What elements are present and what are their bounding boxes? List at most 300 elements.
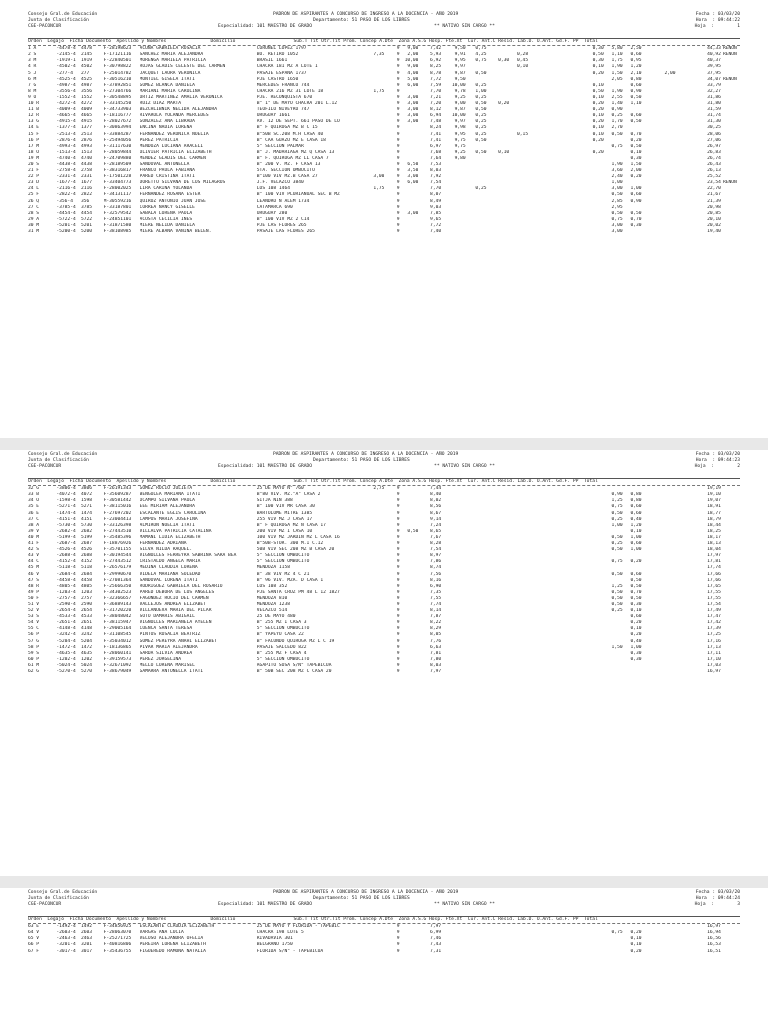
cell-domicilio: B° 1° DE MAYO CHACRA 201 L.12: [256, 101, 337, 107]
cell-documento: F-35436755: [103, 948, 132, 954]
cell-legajo: -5271-4: [56, 504, 76, 510]
cell-documento: F-34856925: [103, 924, 132, 930]
cell-total: 21,67: [707, 192, 721, 198]
cell-residencia: 0,50: [611, 131, 623, 137]
cell-legajo: -1203-4: [56, 589, 76, 595]
cell-domicilio: FLORIDA S/N° - TAPEBICUA: [256, 948, 324, 954]
cell-antig-cargo: 0,10: [592, 113, 604, 119]
cell-otros-titulos: 9,00: [407, 64, 419, 70]
cell-residencia: 1,70: [611, 119, 623, 125]
cell-total: 27,06: [707, 137, 721, 143]
cell-antig-docente: 0,25: [475, 82, 487, 88]
cell-promedio: 8,22: [430, 620, 442, 626]
cell-domicilio: B° 100 VIV MR CASA 30: [256, 504, 315, 510]
cell-lab: 0,40: [630, 516, 642, 522]
cell-domicilio: B° F QUIROGA MZ B C 15: [256, 125, 318, 131]
cell-domicilio: B° 100 VIV MZ 2 C14: [256, 216, 310, 222]
cell-total: 17,49: [707, 608, 721, 614]
cell-legajo: -2513-4: [56, 131, 76, 137]
cell-promedio: 7,21: [430, 94, 442, 100]
cell-nombre: MAMANI LIDIA ELIZABETH: [139, 534, 201, 540]
cell-promedio: 7,72: [430, 76, 442, 82]
sheet-label: Hoja :: [694, 464, 714, 470]
cell-nombre: PIVAR MARIA ALEJANDRA: [139, 644, 198, 650]
cell-total: 18,13: [707, 541, 721, 547]
cell-renuncia: RENUN: [722, 46, 737, 52]
cell-legajo: -1598-4: [56, 498, 76, 504]
cell-promedio: 8,78: [430, 70, 442, 76]
cell-promedio: 8,74: [430, 565, 442, 571]
cell-promedio: 7,67: [430, 534, 442, 540]
cell-ficha: 5024: [80, 662, 93, 668]
specialty-label: Especialidad: 101 MAESTRO DE GRADO: [218, 24, 313, 30]
cell-promedio: 7,76: [430, 638, 442, 644]
cell-domicilio: B° CAA GUAZU MZ E CASA 18: [256, 137, 326, 143]
cell-lab: 1,00: [630, 186, 642, 192]
cell-promedio: 7,41: [430, 137, 442, 143]
cell-legajo: -1472-4: [56, 644, 76, 650]
cell-ficha: 2822: [80, 192, 93, 198]
org-board: Junta de Clasificación: [28, 896, 89, 902]
cell-renuncia: RENUN: [722, 52, 737, 58]
cell-orden: 67 F: [28, 948, 40, 954]
cell-domicilio: B° 100 VIV PLURIANUAL SEC B MZ: [256, 192, 340, 198]
cell-subtotal: 1,75: [373, 186, 385, 192]
time-label: Hora : 09:44:22: [695, 18, 740, 24]
cell-orden: 64 V: [28, 930, 40, 936]
cell-concepto: 9,87: [454, 107, 466, 113]
cell-asg: [509, 669, 528, 675]
cell-legajo: -3556-4: [56, 88, 76, 94]
cell-promedio: 7,54: [430, 180, 442, 186]
cell-domicilio: B°80 VIV. MZ."A" CASA 2: [256, 492, 321, 498]
cell-titulo: 9: [396, 608, 400, 614]
cell-documento: F-35701155: [103, 547, 132, 553]
cell-total: 40,37: [707, 58, 721, 64]
native-label: ** NATIVO SIN CARGO **: [434, 24, 495, 30]
cell-legajo: -5200-4: [56, 229, 76, 234]
cell-lab: 0,20: [630, 559, 642, 565]
cell-residencia: 5,80: [611, 46, 623, 52]
cell-hospital: [528, 669, 547, 675]
cell-antig-docente: 0,25: [475, 125, 487, 131]
cell-ficha: 4526: [80, 547, 93, 553]
cell-residencia: 0,75: [611, 930, 623, 936]
cell-total: 19,19: [707, 486, 721, 492]
cell-residencia: 0,75: [611, 143, 623, 149]
cell-nombre: GAMARRA ANTONELLA ITATI: [139, 669, 204, 674]
cell-promedio: 7,53: [430, 161, 442, 167]
cell-documento: F-39159573: [103, 656, 132, 662]
cell-renuncia: RENUN: [722, 76, 737, 82]
cell-domicilio: B° 255 MZ I CASA 3: [256, 620, 307, 626]
cell-nombre: PEREZ PATRICIA: [139, 137, 179, 143]
cell-promedio: 6,92: [430, 58, 442, 64]
cell-pp: [676, 229, 685, 235]
cell-total: 17,54: [707, 601, 721, 607]
cell-documento: F-25271725: [103, 936, 132, 942]
cell-total: 26,74: [707, 155, 721, 161]
cell-documento: F-38115016: [103, 504, 132, 510]
cell-titulo: 9: [396, 64, 400, 70]
cell-titulo: 9: [396, 595, 400, 601]
cell-orden: 41 F: [28, 541, 40, 547]
cell-legajo: -4478-4: [56, 46, 76, 52]
cell-legajo: -2654-4: [56, 608, 76, 614]
cell-titulo: 9: [396, 88, 400, 94]
cell-legajo: -4915-4: [56, 119, 76, 125]
cell-documento: F-22840501: [103, 58, 132, 64]
cell-otros-titulos: [400, 229, 419, 235]
cell-legajo: -2651-4: [56, 620, 76, 626]
cell-antig-cargo: 0,30: [592, 58, 604, 64]
cell-nombre: CORREA NANCY GISELLE: [139, 204, 195, 210]
cell-concepto: [441, 669, 466, 675]
cell-nombre: SANDOVAL ANTONELLA: [139, 161, 190, 167]
cell-documento: F-30516210: [103, 76, 132, 82]
cell-antig-cargo: 0,20: [592, 107, 604, 113]
cell-ficha: 4151: [80, 516, 93, 522]
cell-titulo: 9: [396, 101, 400, 107]
cell-residencia: 0,90: [611, 107, 623, 113]
cell-residencia: 0,75: [611, 216, 623, 222]
cell-hospital: [528, 949, 547, 955]
cell-titulo: 9: [396, 174, 400, 180]
cell-lab: 0,20: [630, 930, 642, 936]
cell-orden: 48 R: [28, 583, 40, 589]
cell-orden: 20 S: [28, 161, 40, 167]
cell-lab: 0,60: [630, 510, 642, 516]
page-gap: [0, 876, 768, 888]
cell-titulo: 9: [396, 137, 400, 143]
table-row: [28, 949, 740, 955]
cell-subtotal: 1,75: [373, 88, 385, 94]
cell-domicilio: BO. RETIRO 1052: [256, 52, 299, 58]
cell-orden: 40 M: [28, 534, 40, 540]
cell-domicilio: RIVADAVIA 301: [256, 936, 293, 942]
cell-gd-f: [660, 949, 675, 955]
cell-total: 21,39: [707, 198, 721, 204]
cell-ficha: 2463: [80, 936, 93, 942]
sheet-number: 2: [737, 464, 740, 470]
cell-lab: 0,60: [630, 541, 642, 547]
cell-domicilio: AGAPITO SOSA S/N° TAPEBICUA: [256, 662, 332, 668]
cell-promedio: 8,07: [430, 192, 442, 198]
cell-orden: 62 G: [28, 669, 40, 674]
org-board: Junta de Clasificación: [28, 18, 89, 24]
cell-lab: 0,90: [630, 198, 642, 204]
cell-legajo: -2687-4: [56, 541, 76, 547]
cell-concepto: 9,50: [454, 76, 466, 82]
cell-lab: 0,50: [630, 577, 642, 583]
cell-subtotal: [362, 229, 385, 235]
cell-orden: 30 M: [28, 222, 40, 228]
cell-lab: 0,50: [630, 583, 642, 589]
cell-promedio: 8,49: [430, 198, 442, 204]
cell-ficha: 1919: [80, 58, 93, 64]
cell-documento: F-27443510: [103, 528, 132, 534]
cell-titulo: 9: [396, 198, 400, 204]
cell-domicilio: BELGRANO 1750: [256, 942, 293, 948]
cell-lab: 0,10: [630, 528, 642, 534]
cell-total: 26,43: [707, 161, 721, 167]
cell-otros-titulos: 2,00: [407, 52, 419, 58]
cell-ficha: 1202: [80, 656, 93, 662]
cell-domicilio: PJE CASTRO 1650: [256, 76, 299, 82]
cell-gd-f: 2,00: [664, 70, 676, 76]
cell-hospital: [528, 229, 547, 235]
cell-ficha: 5118: [80, 565, 93, 571]
meta-block: [695, 12, 740, 30]
cell-lab: 1,20: [630, 522, 642, 528]
cell-total: 30,25: [707, 125, 721, 131]
page-header: [28, 12, 740, 38]
cell-antig-cargo: 0,20: [592, 119, 604, 125]
cell-legajo: -4525-4: [56, 76, 76, 82]
cell-lab: 0,60: [630, 113, 642, 119]
cell-promedio: 8,03: [430, 662, 442, 668]
cell-documento: F-30581442: [103, 498, 132, 504]
cell-titulo: 9: [396, 565, 400, 571]
cell-asg: [509, 949, 528, 955]
department-label: Departamento: 51 PASO DE LOS LIBRES: [313, 458, 410, 464]
cell-titulo: 9: [396, 553, 400, 559]
cell-ficha: 3785: [80, 204, 93, 210]
cell-documento: F-31720220: [103, 608, 132, 614]
cell-residencia: 2,40: [611, 174, 623, 180]
cell-otros-titulos: 3,00: [407, 113, 419, 119]
cell-zona: 0,20: [498, 101, 510, 107]
cell-orden: 53 S: [28, 614, 40, 620]
cell-total: 17,11: [707, 650, 721, 656]
cell-frontera: [547, 669, 566, 675]
cell-lab: 2,00: [630, 168, 642, 174]
cell-antig-cargo: 0,10: [592, 82, 604, 88]
cell-domicilio: PJE LAS FLORES 265: [256, 222, 307, 228]
cell-orden: 9 O: [28, 94, 37, 100]
cell-concepto: 9,97: [454, 119, 466, 125]
cell-otros-titulos: 10,00: [404, 58, 419, 64]
cell-promedio: 8,56: [430, 504, 442, 510]
cell-nombre: RODRIGUEZ GABRIELA DEL ROSARIO: [139, 583, 223, 589]
cell-legajo: -4993-4: [56, 143, 76, 149]
cell-domicilio: PASAJE LAS FLORES 265: [256, 229, 315, 234]
cell-nombre: VELOSO ALEJANDRA OFELIA: [139, 936, 204, 942]
cell-residencia: 1,50: [611, 644, 623, 650]
cell-legajo: -4987-4: [56, 82, 76, 88]
cell-antig-docente: 0,50: [475, 70, 487, 76]
cell-orden: 49 P: [28, 589, 40, 595]
cell-nombre: MELLO LORENA MARISEL: [139, 662, 195, 668]
cell-domicilio: URUGUAY 280: [256, 210, 288, 216]
cell-legajo: -1492-4: [56, 924, 76, 930]
cell-ficha: 3242: [80, 632, 93, 638]
cell-otros-titulos: 3,00: [407, 210, 419, 216]
cell-orden: 35 E: [28, 504, 40, 510]
cell-antig-docente: 0,50: [475, 149, 487, 155]
cell-antig-cargo: [585, 949, 604, 955]
cell-otros-titulos: 3,00: [407, 174, 419, 180]
cell-total: 17,10: [707, 656, 721, 662]
cell-documento: F-38679049: [103, 669, 132, 674]
cell-ficha: 1474: [80, 510, 93, 516]
cell-titulo: 9: [396, 107, 400, 113]
cell-legajo: -4502-4: [56, 64, 76, 70]
cell-domicilio: B° J. MADARIAGA MZ Q CASA 13: [256, 149, 335, 155]
cell-titulo: 9: [396, 614, 400, 620]
rows-page-2: [28, 486, 740, 675]
cell-titulo: 9: [396, 192, 400, 198]
cell-legajo: -4458-4: [56, 577, 76, 583]
cell-lab: 0,30: [630, 155, 642, 161]
cell-residencia: 0,50: [611, 547, 623, 553]
cell-orden: 47 S: [28, 577, 40, 583]
cell-orden: 23 D: [28, 180, 40, 186]
cell-residencia: 0,75: [611, 504, 623, 510]
cell-zona: [487, 229, 510, 235]
cell-orden: 10 R: [28, 101, 40, 107]
cell-ficha: 5201: [80, 222, 93, 228]
cell-residencia: 0,25: [611, 541, 623, 547]
cell-ficha: 1492: [80, 924, 93, 930]
cell-total: 22,70: [707, 186, 721, 192]
cell-residencia: 1,50: [611, 70, 623, 76]
cell-total: 33,79: [707, 82, 721, 88]
cell-legajo: -4009-4: [56, 107, 76, 113]
cell-documento: F-34302523: [103, 589, 132, 595]
cell-nombre: RUIZ DIAZ MARTA: [139, 101, 182, 107]
cell-legajo: -5204-4: [56, 638, 76, 644]
cell-nombre: VIGNOLLES MARIANELA AYELEN: [139, 620, 212, 626]
cell-legajo: -4152-4: [56, 559, 76, 565]
cell-orden: 58 P: [28, 644, 40, 650]
cell-legajo: -4072-4: [56, 492, 76, 498]
cell-concepto: 9,97: [454, 64, 466, 70]
cell-domicilio: B° YAPEYU CASA 22: [256, 632, 304, 638]
cell-residencia: 0,25: [611, 608, 623, 614]
cell-domicilio: BARTOLOME MITRE 1385: [256, 510, 313, 516]
org-board: Junta de Clasificación: [28, 458, 89, 464]
cell-residencia: 0,50: [611, 571, 623, 577]
cell-residencia: 1,90: [611, 161, 623, 167]
cell-domicilio: B°50B-STOR. 300 M.I C.12: [256, 541, 324, 547]
cell-ficha: 4525: [80, 76, 93, 82]
cell-titulo: 9: [396, 516, 400, 522]
cell-titulo: 9: [396, 204, 400, 210]
cell-ficha: 4805: [80, 583, 93, 589]
cell-total: 17,13: [707, 644, 721, 650]
cell-legajo: -5118-4: [56, 565, 76, 571]
cell-promedio: 7,81: [430, 650, 442, 656]
cell-lab: 0,60: [630, 52, 642, 58]
cell-promedio: 7,24: [430, 522, 442, 528]
cell-antig-cargo: 0,30: [592, 46, 604, 52]
cell-total: 34,07: [707, 76, 721, 82]
cell-documento: F-28189509: [103, 161, 132, 167]
cell-asg: 0,45: [517, 58, 529, 64]
cell-legajo: -2603-4: [56, 930, 76, 936]
cell-ficha: 1203: [80, 589, 93, 595]
cell-legajo: -1202-4: [56, 656, 76, 662]
cell-titulo: 9: [396, 76, 400, 82]
cell-ficha: 4502: [80, 64, 93, 70]
cell-titulo: 9: [396, 662, 400, 668]
cell-promedio: 8,02: [430, 498, 442, 504]
cell-gd-f: [660, 229, 675, 235]
cell-titulo: 9: [396, 216, 400, 222]
cell-titulo: 9: [396, 46, 400, 52]
cell-titulo: 9: [396, 492, 400, 498]
cell-concepto: 9,25: [454, 149, 466, 155]
report-title: PADRON DE ASPIRANTES A CONCURSO DE INGRESO A LA DOCENCIA - AÑO 2019: [273, 12, 459, 17]
cell-total: 17,39: [707, 626, 721, 632]
cell-domicilio: B° F. QUIROGA MZ LL CASA 7: [256, 155, 329, 161]
cell-nombre: EEE MIRIAM ALEJANDRA: [139, 504, 195, 510]
cell-residencia: [604, 949, 623, 955]
cell-promedio: 7,35: [430, 589, 442, 595]
cell-residencia: 0,50: [611, 192, 623, 198]
cell-ficha: 4438: [80, 161, 93, 167]
cell-nombre: ACUÑA GABRIELA ROSALIA: [139, 46, 201, 52]
cell-titulo: 9: [396, 155, 400, 161]
cell-nombre: MONTIEL GISELA ITATI: [139, 76, 195, 82]
cell-legajo: -277-4: [56, 70, 73, 76]
cell-ficha: 1598: [80, 498, 93, 504]
cell-titulo: 9: [396, 58, 400, 64]
cell-promedio: 8,25: [430, 64, 442, 70]
cell-legajo: -4272-4: [56, 101, 76, 107]
cell-orden: 2 S: [28, 52, 37, 58]
cell-nombre: GONZALEZ ANA LIBRADA: [139, 119, 195, 125]
cell-nombre: ACOSTA CECILIA INES: [139, 216, 193, 222]
cell-documento: F-30548895: [103, 94, 132, 100]
date-label: Fecha : 03/03/20: [695, 12, 740, 17]
cell-documento: F-30194544: [103, 553, 132, 559]
cell-ficha: 4148: [80, 626, 93, 632]
cell-ficha: 2684: [80, 571, 93, 577]
cell-antig-docente: 0,50: [475, 137, 487, 143]
sheet-number: 1: [737, 24, 740, 30]
cell-lab: 0,60: [630, 82, 642, 88]
cell-x: [685, 949, 700, 955]
cell-promedio: 7,85: [430, 210, 442, 216]
cell-titulo: 9: [396, 161, 400, 167]
cell-total: 18,79: [707, 516, 721, 522]
cell-titulo: 9: [396, 180, 400, 186]
cell-titulo: 9: [396, 486, 400, 492]
cell-nombre: MARIANI MARIA CAROLINA: [139, 88, 201, 94]
cell-lab: 0,10: [630, 942, 642, 948]
cell-promedio: 6,94: [430, 113, 442, 119]
cell-ficha: 5199: [80, 534, 93, 540]
cell-documento: F-37892851: [103, 82, 132, 88]
cell-antig-cargo: 0,20: [592, 137, 604, 143]
cell-renuncia: RENUN: [722, 180, 737, 186]
cell-legajo: -2822-4: [56, 192, 76, 198]
cell-antig-cargo: 0,50: [592, 88, 604, 94]
cell-promedio: 7,74: [430, 601, 442, 607]
cell-concepto: 9,98: [454, 125, 466, 131]
cell-lab: 2,10: [630, 70, 642, 76]
cell-lab: 0,70: [630, 216, 642, 222]
cell-lab: 0,50: [630, 210, 642, 216]
cell-documento: F-18876926: [103, 541, 132, 547]
cell-legajo: -356-4: [56, 198, 73, 204]
cell-otros-titulos: 6,00: [407, 82, 419, 88]
cell-orden: 36 E: [28, 510, 40, 516]
cell-residencia: 1,25: [611, 583, 623, 589]
cell-lab: [623, 229, 642, 235]
